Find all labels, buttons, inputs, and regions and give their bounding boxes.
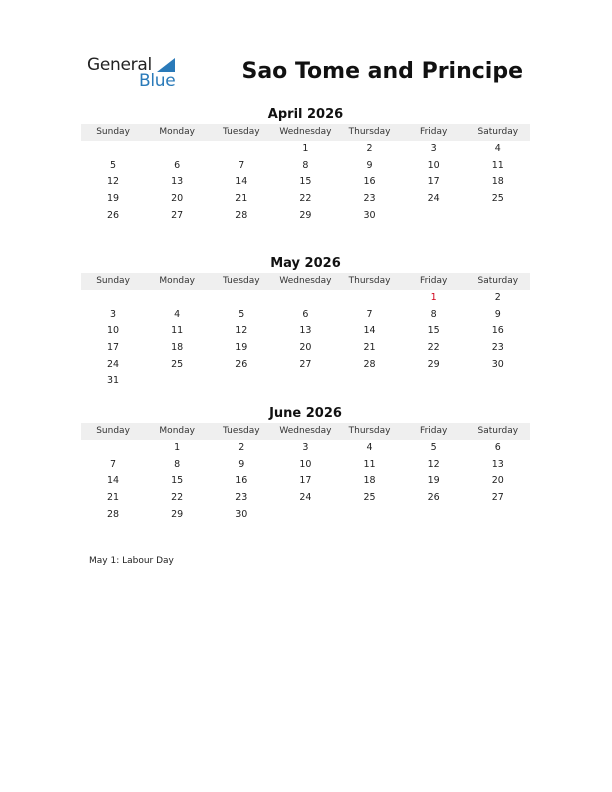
day-cell: 7	[238, 159, 245, 171]
empty-cell	[466, 507, 530, 524]
day-grid	[81, 290, 530, 390]
day-cell: 26	[427, 492, 440, 504]
day-cell: 19	[235, 342, 248, 354]
day-cell: 24	[427, 193, 440, 205]
empty-cell	[273, 507, 337, 524]
day-cell: 6	[494, 442, 501, 453]
month-title: April 2026	[267, 107, 344, 122]
empty-cell	[402, 507, 466, 524]
empty-cell	[209, 290, 273, 307]
weekday-label: Sunday	[96, 127, 130, 137]
day-cell: 16	[235, 475, 248, 487]
day-cell: 15	[427, 325, 440, 337]
day-cell: 12	[235, 325, 248, 337]
day-cell: 17	[299, 475, 312, 487]
day-cell: 7	[110, 458, 117, 470]
day-cell: 19	[427, 475, 440, 487]
day-cell: 18	[491, 176, 504, 188]
weekday-label: Thursday	[348, 127, 391, 137]
day-cell: 28	[235, 209, 248, 221]
day-cell: 13	[299, 325, 312, 337]
day-cell: 12	[107, 176, 120, 188]
empty-cell	[81, 141, 145, 158]
day-cell: 26	[235, 358, 248, 370]
weekday-label: Monday	[159, 276, 195, 286]
weekday-label: Sunday	[96, 426, 130, 436]
page-title: Sao Tome and Principe	[241, 59, 523, 84]
day-cell: 10	[427, 159, 440, 171]
day-cell: 6	[174, 159, 181, 171]
day-cell: 30	[491, 358, 504, 370]
day-cell: 1	[302, 143, 309, 154]
day-cell: 5	[430, 442, 437, 453]
weekday-label: Sunday	[96, 276, 130, 286]
day-cell: 29	[171, 508, 184, 520]
day-cell: 28	[107, 508, 120, 520]
day-cell: 21	[235, 193, 248, 205]
weekday-header	[81, 273, 530, 290]
empty-cell	[145, 290, 209, 307]
weekday-header	[81, 124, 530, 141]
day-cell: 21	[363, 342, 376, 354]
day-cell: 12	[427, 458, 440, 470]
empty-cell	[338, 373, 402, 390]
day-cell: 1	[174, 442, 181, 453]
month-title: May 2026	[270, 256, 341, 271]
empty-cell	[338, 507, 402, 524]
day-cell: 29	[427, 358, 440, 370]
logo-triangle-icon	[157, 58, 175, 72]
day-cell: 13	[491, 458, 504, 470]
holiday-day-cell: 1	[430, 292, 437, 303]
empty-cell	[145, 373, 209, 390]
empty-cell	[466, 208, 530, 225]
weekday-label: Tuesday	[223, 426, 260, 436]
day-cell: 24	[299, 492, 312, 504]
day-cell: 5	[238, 308, 245, 320]
weekday-label: Monday	[159, 426, 195, 436]
day-cell: 27	[171, 209, 184, 221]
day-cell: 9	[494, 308, 501, 320]
weekday-label: Tuesday	[223, 276, 260, 286]
day-cell: 27	[299, 358, 312, 370]
day-cell: 25	[491, 193, 504, 205]
empty-cell	[209, 373, 273, 390]
day-cell: 21	[107, 492, 120, 504]
generalblue-logo	[87, 55, 187, 95]
day-cell: 10	[299, 458, 312, 470]
empty-cell	[466, 373, 530, 390]
weekday-label: Friday	[420, 127, 448, 137]
weekday-label: Saturday	[477, 426, 519, 436]
day-cell: 26	[107, 209, 120, 221]
weekday-label: Saturday	[477, 276, 519, 286]
day-cell: 3	[430, 143, 437, 154]
day-cell: 31	[107, 375, 120, 387]
month-june	[81, 405, 530, 523]
weekday-label: Thursday	[348, 276, 391, 286]
day-cell: 8	[174, 458, 181, 470]
day-cell: 9	[238, 458, 245, 470]
day-cell: 15	[171, 475, 184, 487]
empty-cell	[338, 290, 402, 307]
day-cell: 28	[363, 358, 376, 370]
day-cell: 16	[491, 325, 504, 337]
weekday-label: Tuesday	[223, 127, 260, 137]
day-cell: 23	[491, 342, 504, 354]
day-cell: 3	[110, 308, 117, 320]
empty-cell	[81, 440, 145, 457]
day-cell: 2	[238, 442, 245, 453]
day-cell: 23	[235, 492, 248, 504]
day-cell: 30	[235, 508, 248, 520]
day-cell: 15	[299, 176, 312, 188]
empty-cell	[402, 208, 466, 225]
day-cell: 2	[366, 143, 373, 154]
day-cell: 11	[491, 159, 504, 171]
weekday-label: Wednesday	[279, 276, 332, 286]
day-cell: 16	[363, 176, 376, 188]
day-cell: 8	[430, 308, 437, 320]
holiday-note: May 1: Labour Day	[89, 556, 174, 566]
day-grid	[81, 440, 530, 523]
day-cell: 17	[427, 176, 440, 188]
day-cell: 19	[107, 193, 120, 205]
logo-general-text: General	[87, 55, 152, 75]
day-cell: 13	[171, 176, 184, 188]
day-cell: 30	[363, 209, 376, 221]
day-cell: 20	[171, 193, 184, 205]
day-cell: 4	[494, 143, 501, 154]
day-cell: 2	[494, 292, 501, 303]
day-grid	[81, 141, 530, 224]
empty-cell	[81, 290, 145, 307]
month-title: June 2026	[269, 406, 342, 421]
day-cell: 18	[171, 342, 184, 354]
weekday-label: Wednesday	[279, 426, 332, 436]
weekday-label: Friday	[420, 276, 448, 286]
weekday-label: Saturday	[477, 127, 519, 137]
day-cell: 6	[302, 308, 309, 320]
day-cell: 20	[299, 342, 312, 354]
day-cell: 11	[363, 458, 376, 470]
day-cell: 25	[171, 358, 184, 370]
weekday-label: Monday	[159, 127, 195, 137]
holiday-notes	[89, 556, 174, 566]
weekday-label: Thursday	[348, 426, 391, 436]
day-cell: 29	[299, 209, 312, 221]
day-cell: 23	[363, 193, 376, 205]
weekday-label: Friday	[420, 426, 448, 436]
month-april	[81, 106, 530, 224]
day-cell: 10	[107, 325, 120, 337]
day-cell: 14	[363, 325, 376, 337]
day-cell: 17	[107, 342, 120, 354]
day-cell: 9	[366, 159, 373, 171]
month-may	[81, 255, 530, 390]
empty-cell	[145, 141, 209, 158]
empty-cell	[273, 290, 337, 307]
day-cell: 8	[302, 159, 309, 171]
day-cell: 7	[366, 308, 373, 320]
day-cell: 3	[302, 442, 309, 453]
day-cell: 14	[235, 176, 248, 188]
day-cell: 22	[427, 342, 440, 354]
day-cell: 25	[363, 492, 376, 504]
weekday-label: Wednesday	[279, 127, 332, 137]
empty-cell	[273, 373, 337, 390]
day-cell: 18	[363, 475, 376, 487]
day-cell: 14	[107, 475, 120, 487]
day-cell: 5	[110, 159, 117, 171]
day-cell: 27	[491, 492, 504, 504]
day-cell: 22	[171, 492, 184, 504]
empty-cell	[209, 141, 273, 158]
day-cell: 22	[299, 193, 312, 205]
day-cell: 4	[174, 308, 181, 320]
day-cell: 20	[491, 475, 504, 487]
logo-blue-text: Blue	[139, 71, 176, 91]
empty-cell	[402, 373, 466, 390]
day-cell: 11	[171, 325, 184, 337]
day-cell: 24	[107, 358, 120, 370]
weekday-header	[81, 423, 530, 440]
day-cell: 4	[366, 442, 373, 453]
